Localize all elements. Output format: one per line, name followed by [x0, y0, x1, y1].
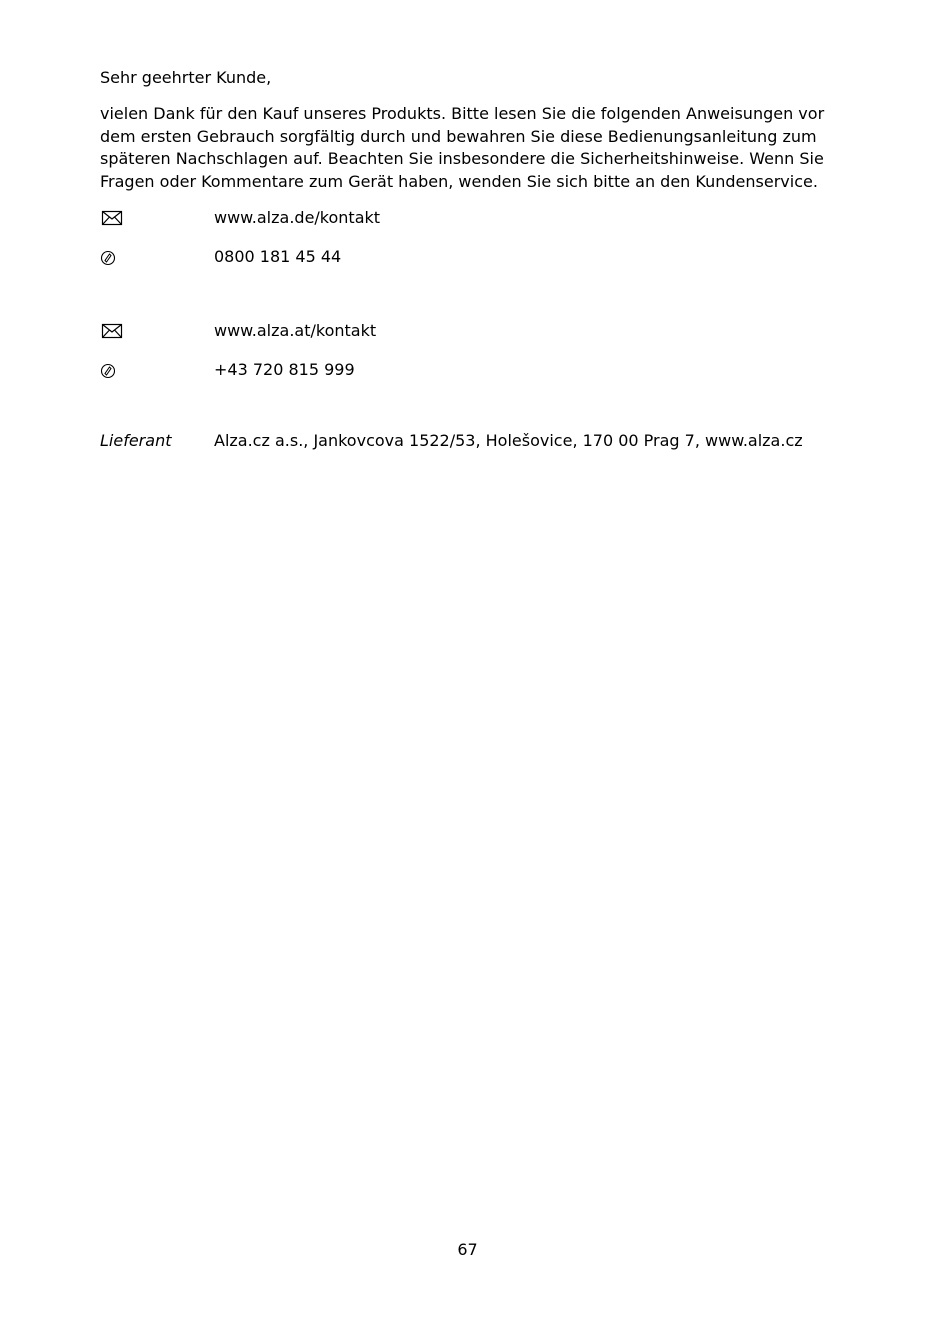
contact-phone-at [100, 358, 860, 382]
envelope-icon [100, 209, 124, 227]
telephone-icon [100, 248, 124, 266]
contact-phone-de [100, 245, 860, 269]
contact-link-at[interactable]: www.alza.at/kontakt [214, 321, 377, 340]
greeting: Sehr geehrter Kunde, [100, 68, 272, 87]
envelope-icon [100, 322, 124, 340]
page-number: 67 [457, 1240, 478, 1259]
contact-phone-number-de: 0800 181 45 44 [214, 247, 342, 266]
telephone-icon [100, 361, 124, 379]
contact-link-de[interactable]: www.alza.de/kontakt [214, 208, 381, 227]
supplier-label: Lieferant [100, 431, 172, 450]
supplier-address: Alza.cz a.s., Jankovcova 1522/53, Holešovice, 170 00 Prag 7, www.alza.cz [214, 431, 803, 450]
contact-phone-number-at: +43 720 815 999 [214, 360, 355, 379]
intro-paragraph: vielen Dank für den Kauf unseres Produkts. Bitte lesen Sie die folgenden Anweisungen vor dem ersten Gebrauch sorgfältig durch und bewahren Sie diese Bedienungsanleitung zum späteren Nachschlagen auf. Beachten Sie insbesondere die Sicherheitshinweise. Wenn Sie Fragen oder Kommentare zum Gerät haben, wenden Sie sich bitte an den Kundenservice. [100, 104, 825, 191]
contact-web-de [100, 206, 860, 230]
contact-web-at [100, 319, 860, 343]
